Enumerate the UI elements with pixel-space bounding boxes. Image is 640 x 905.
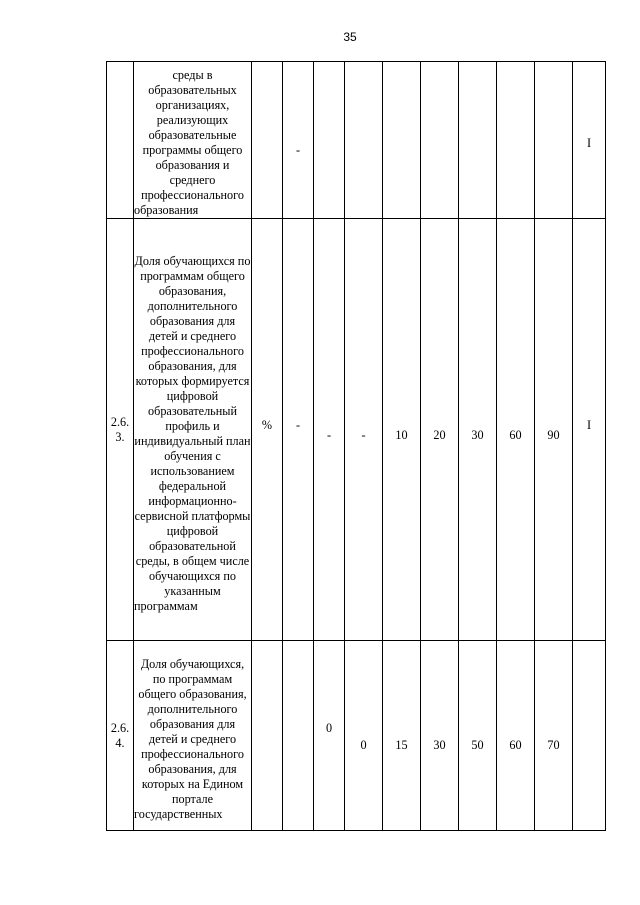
value-cell: 20 [421,219,459,641]
value-cell [345,62,383,219]
value-cell: 0 [345,641,383,831]
value-cell: 90 [535,219,573,641]
value-cell: 0 [314,641,345,831]
unit-cell: % [252,219,283,641]
level-cell: I [573,62,606,219]
table-row [107,62,606,219]
indicator-table [106,61,606,831]
value-cell: 15 [383,641,421,831]
value-cell: 60 [497,219,535,641]
value-cell [497,62,535,219]
value-cell: 60 [497,641,535,831]
table-row [107,641,606,831]
base-value-cell: - [283,62,314,219]
indicator-description: среды в образовательных организациях, реализующих образовательные программы общего образования и среднего профессионального образования [134,62,252,219]
value-cell: 70 [535,641,573,831]
page-number: 35 [343,30,357,44]
row-number: 2.6. 4. [107,641,134,831]
value-cell: 10 [383,219,421,641]
value-cell [314,62,345,219]
table-row [107,219,606,641]
row-number: 2.6. 3. [107,219,134,641]
base-value-cell [283,641,314,831]
value-cell [459,62,497,219]
indicator-description: Доля обучающихся по программам общего образования, дополнительного образования для детей и среднего профессионального образования, для которых формируется цифровой образовательный профиль и индивидуальный план обучения с использованием федеральной информационно-сервисной платформы цифровой образовательной среды, в общем числе обучающихся по указанным программам [134,219,252,641]
unit-cell [252,641,283,831]
base-value-cell: - [283,219,314,641]
row-number [107,62,134,219]
value-cell [421,62,459,219]
value-cell: 30 [421,641,459,831]
unit-cell [252,62,283,219]
value-cell: - [345,219,383,641]
value-cell: 50 [459,641,497,831]
indicator-description: Доля обучающихся, по программам общего образования, дополнительного образования для детей и среднего профессионального образования, для которых на Едином портале государственных [134,641,252,831]
value-cell [383,62,421,219]
level-cell [573,641,606,831]
level-cell: I [573,219,606,641]
value-cell [535,62,573,219]
value-cell: 30 [459,219,497,641]
value-cell: - [314,219,345,641]
